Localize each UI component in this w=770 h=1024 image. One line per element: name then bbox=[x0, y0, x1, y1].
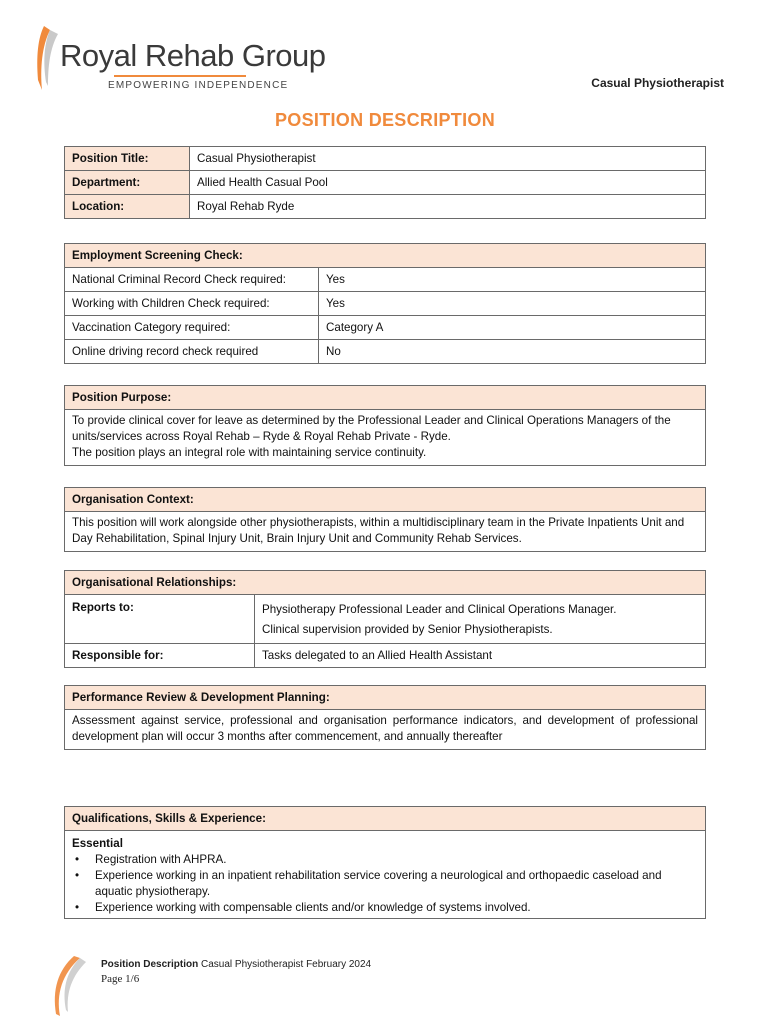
qualifications-table bbox=[64, 806, 706, 919]
logo-tagline: EMPOWERING INDEPENDENCE bbox=[108, 80, 289, 91]
context-heading: Organisation Context: bbox=[65, 488, 706, 512]
page-title: POSITION DESCRIPTION bbox=[274, 110, 496, 130]
logo-underline bbox=[114, 75, 246, 77]
location-value: Royal Rehab Ryde bbox=[190, 195, 706, 219]
department-value: Allied Health Casual Pool bbox=[190, 171, 706, 195]
screening-value: Category A bbox=[319, 316, 706, 340]
table-row bbox=[65, 488, 706, 512]
header-role: Casual Physiotherapist bbox=[591, 76, 724, 90]
qualifications-body bbox=[65, 831, 706, 919]
review-text: Assessment against service, professional and organisation performance indicators, and development of professional development plan will occur 3 months after commencement, and annually thereafter bbox=[65, 710, 706, 750]
footer-doc-info: Casual Physiotherapist February 2024 bbox=[201, 959, 372, 970]
position-title-label: Position Title: bbox=[65, 147, 190, 171]
table-row bbox=[65, 831, 706, 919]
screening-table bbox=[64, 243, 706, 364]
table-row bbox=[65, 686, 706, 710]
footer-doc-line bbox=[101, 958, 371, 972]
responsible-for-label: Responsible for: bbox=[65, 644, 255, 668]
screening-heading: Employment Screening Check: bbox=[65, 244, 706, 268]
purpose-text: To provide clinical cover for leave as determined by the Professional Leader and Clinical Operations Managers of the units/services across Royal Rehab – Ryde & Royal Rehab Private - Ryde. bbox=[72, 414, 671, 443]
screening-value: Yes bbox=[319, 268, 706, 292]
table-row bbox=[65, 386, 706, 410]
footer-watermark-icon bbox=[44, 950, 96, 1018]
context-text: This position will work alongside other physiotherapists, within a multidisciplinary team in the Private Inpatients Unit and Day Rehabilitation, Spinal Injury Unit, Brain Injury Unit and Community Rehab Services. bbox=[65, 512, 706, 552]
bullet: • bbox=[75, 853, 80, 866]
table-row bbox=[65, 147, 706, 171]
screening-label: Working with Children Check required: bbox=[65, 292, 319, 316]
location-label: Location: bbox=[65, 195, 190, 219]
table-row bbox=[65, 340, 706, 364]
purpose-body bbox=[65, 410, 706, 466]
list-item: • Registration with AHPRA. bbox=[75, 853, 227, 866]
qualifications-heading: Qualifications, Skills & Experience: bbox=[65, 807, 706, 831]
review-heading: Performance Review & Development Planning: bbox=[65, 686, 706, 710]
purpose-table bbox=[64, 385, 706, 466]
reports-to-label: Reports to: bbox=[65, 595, 255, 644]
context-table bbox=[64, 487, 706, 552]
list-item: • Experience working in an inpatient rehabilitation service covering a neurological and orthopaedic caseload and aquatic physiotherapy. bbox=[75, 869, 662, 898]
relationships-heading: Organisational Relationships: bbox=[65, 571, 706, 595]
footer-doc-label: Position Description bbox=[101, 959, 199, 970]
table-row bbox=[65, 512, 706, 552]
table-row bbox=[65, 710, 706, 750]
review-table bbox=[64, 685, 706, 750]
table-row bbox=[65, 195, 706, 219]
reports-to-line: Physiotherapy Professional Leader and Clinical Operations Manager. bbox=[262, 603, 617, 616]
table-row bbox=[65, 571, 706, 595]
screening-value: No bbox=[319, 340, 706, 364]
purpose-text: The position plays an integral role with maintaining service continuity. bbox=[72, 446, 427, 459]
position-title-value: Casual Physiotherapist bbox=[190, 147, 706, 171]
table-row bbox=[65, 268, 706, 292]
table-row bbox=[65, 292, 706, 316]
list-item: • Experience working with compensable clients and/or knowledge of systems involved. bbox=[75, 901, 531, 914]
company-logo bbox=[34, 24, 334, 94]
responsible-for-value: Tasks delegated to an Allied Health Assistant bbox=[255, 644, 706, 668]
screening-label: Vaccination Category required: bbox=[65, 316, 319, 340]
screening-label: National Criminal Record Check required: bbox=[65, 268, 319, 292]
department-label: Department: bbox=[65, 171, 190, 195]
table-row bbox=[65, 244, 706, 268]
screening-label: Online driving record check required bbox=[65, 340, 319, 364]
purpose-heading: Position Purpose: bbox=[65, 386, 706, 410]
reports-to-value bbox=[255, 595, 706, 644]
bullet: • bbox=[75, 869, 80, 882]
essential-list bbox=[72, 852, 698, 916]
essential-subheading: Essential bbox=[72, 837, 123, 850]
screening-value: Yes bbox=[319, 292, 706, 316]
relationships-table bbox=[64, 570, 706, 668]
table-row bbox=[65, 410, 706, 466]
page-number: Page 1/6 bbox=[101, 973, 140, 985]
table-row bbox=[65, 807, 706, 831]
reports-to-line: Clinical supervision provided by Senior Physiotherapists. bbox=[262, 623, 553, 636]
table-row bbox=[65, 316, 706, 340]
table-row bbox=[65, 595, 706, 644]
bullet: • bbox=[75, 901, 80, 914]
table-row bbox=[65, 644, 706, 668]
logo-wordmark: Royal Rehab Group bbox=[60, 38, 326, 73]
position-details-table bbox=[64, 146, 706, 219]
page-footer bbox=[101, 958, 371, 986]
table-row bbox=[65, 171, 706, 195]
